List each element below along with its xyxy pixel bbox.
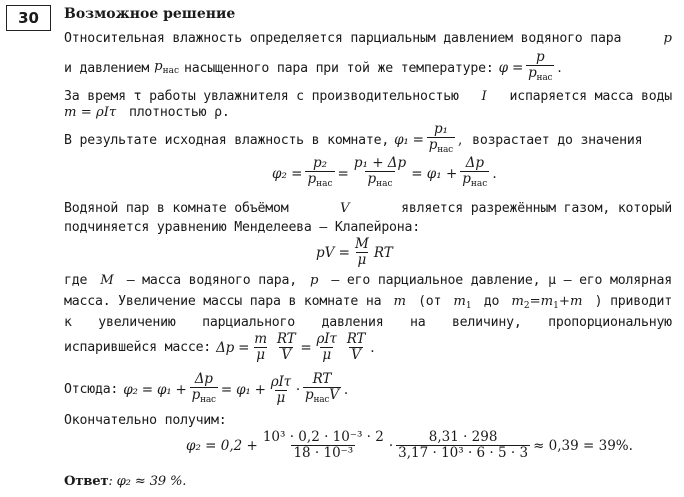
var-V: V [340,201,350,216]
text-line-5 [64,121,643,158]
var-m1: $m_1$ [453,294,472,311]
text-line-13: Окончательно получим: [64,413,227,428]
text-line-1 [64,30,672,48]
text-line-12: Отсюда: φ₂ = φ₁ + $\frac{\Delta p}{p_{нас}}$ = φ₁ + $\frac{\text{ρIτ}}{\mu}$ · $\frac{RT}{p_{нас}V}$ . [64,372,348,408]
formula-dp: Δp = $\frac{m}{\mu}$ $\frac{RT}{V}$ = $\frac{\text{ρIτ}}{\mu}$ $\frac{RT}{V}$ . [216,331,375,363]
solution-title: Возможное решение [64,6,236,22]
var-M: M [100,273,114,288]
text-line-7 [64,219,420,237]
formula-phi1: φ₁ = $\frac{\text{p₁}}{p_{нас}}$ , [394,122,462,158]
text-line-2 [64,49,562,86]
answer-line [64,473,186,491]
var-m2: $m_2=m_1+m$ [511,294,583,311]
text-l3a: За время τ работы увлажнителя с производительностью [64,89,459,104]
text-l2b: насыщенного пара при той же температуре: [184,61,494,76]
task-number-box: 30 [6,5,51,31]
formula-final: φ₂ = 0,2 + $\frac{\text{10³ · 0,2 · 10⁻³ · 2}}{\text{18 · 10⁻³}}$ · $\frac{8,31 \cdot 298}{\text{3,17 · 10³ · 6 · 5 · 3}}$ ≈ 0,39 = 39%. [186,429,633,461]
formula-phi: φ = $\frac{p}{p_{нас}}$ . [499,50,562,86]
answer-label: Ответ [64,474,109,489]
text-line-8: где M — масса водяного пара, p — его парциальное давление, μ — его молярная [64,273,672,288]
text-line-10: к увеличению парциального давления на величину, пропорциональную [64,315,672,330]
formula-phi2: φ₂ = $\frac{\text{p₂}}{p_{нас}}$ = $\frac{\text{p₁ + Δp}}{p_{нас}}$ = φ₁ + $\frac{\Delta p}{p_{нас}}$ . [272,156,497,192]
text-l6a: Водяной пар в комнате объёмом [64,201,289,216]
text-l4b: плотностью ρ. [128,105,230,120]
answer-value: : φ₂ ≈ 39 %. [108,474,187,489]
var-p2: p [309,273,319,288]
text-l3b: испаряется масса воды [509,89,672,104]
text-l1: Относительная влажность определяется парциальным давлением водяного пара [64,31,622,46]
formula-mass: m = ρIτ [64,105,117,120]
text-line-4 [64,104,230,122]
text-line-11: испарившейся массе: Δp = $\frac{m}{\mu}$ $\frac{RT}{V}$ = $\frac{\text{ρIτ}}{\mu}$ $\frac{RT}{V}$ . [64,331,375,363]
formula-phi2-expanded: φ₂ = φ₁ + $\frac{\Delta p}{p_{нас}}$ = φ₁ + $\frac{\text{ρIτ}}{\mu}$ · $\frac{RT}{p_{нас}V}$ . [123,372,348,408]
var-p: p [663,31,672,46]
text-l5a: В результате исходная влажность в комнате, [64,133,390,148]
var-psat: $p_{нас}$ [154,59,179,76]
text-line-9: масса. Увеличение массы пара в комнате на m (от $m_1$ до $m_2=m_1+m$ ) приводит [64,293,672,315]
text-l7: подчиняется уравнению Менделеева — Клапейрона: [64,220,421,235]
var-I: I [481,89,487,104]
text-l5b: возрастает до значения [472,133,643,148]
text-l2a: и давлением [64,61,150,76]
formula-mendeleev: pV = $\frac{M}{\mu}$ RT [316,236,393,268]
text-line-6 [64,200,672,218]
text-l6b: является разрежённым газом, который [401,201,672,216]
